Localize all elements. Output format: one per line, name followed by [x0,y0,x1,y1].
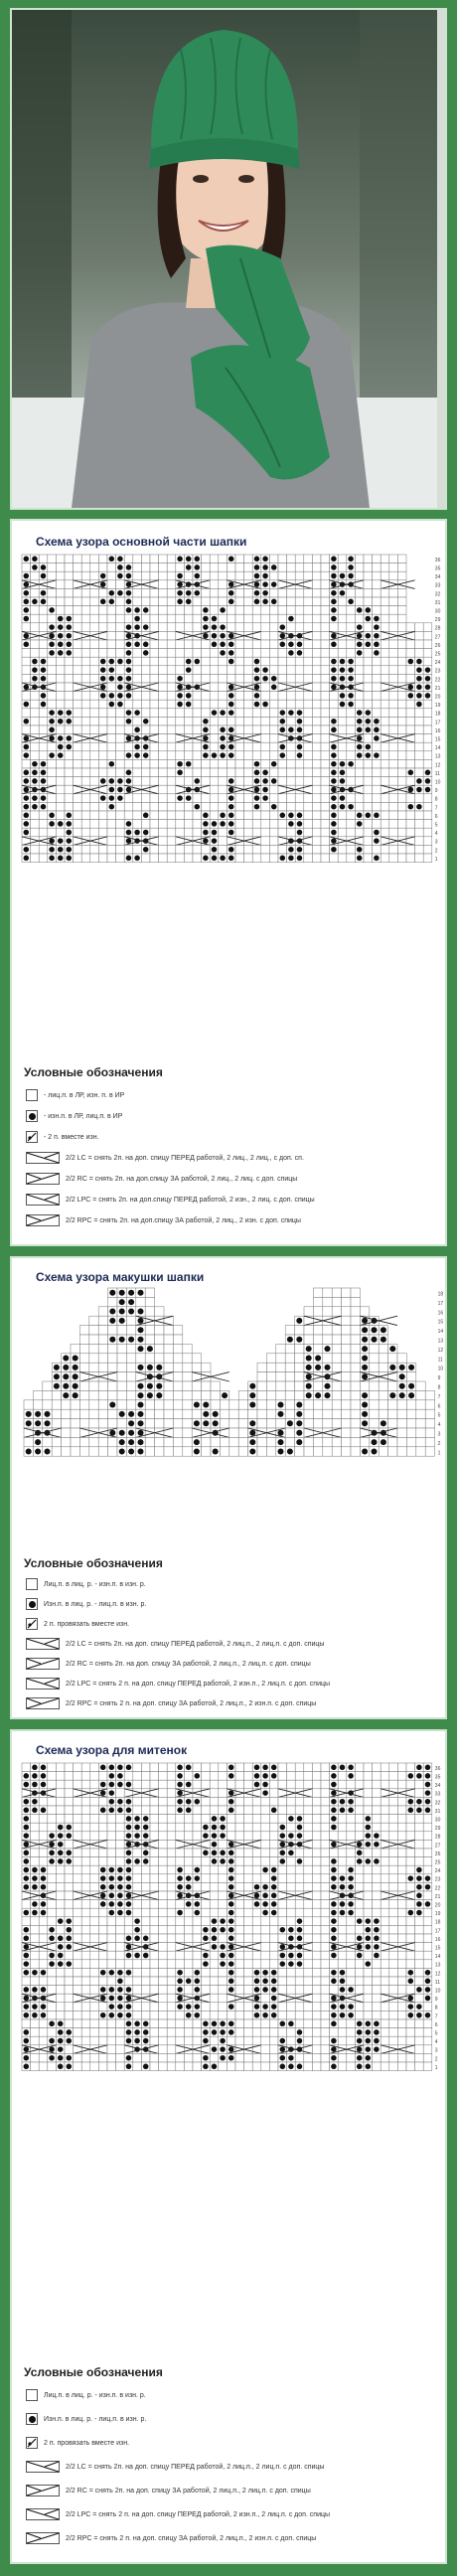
row-number: 13 [437,1338,444,1345]
legend-text: 2/2 RC = снять 2п. на доп. спицу ЗА работой, 2 лиц.п., 2 лиц.п. с доп. спицы [66,2487,311,2495]
row-number: 11 [434,770,441,777]
legend-text: 2/2 LC = снять 2п. на доп. спицу ПЕРЕД работой, 2 лиц.п., 2 лиц.п. с доп. спицы [66,1640,325,1648]
row-number: 29 [434,1826,441,1833]
mittens-chart-panel [10,1729,447,2564]
row-number: 15 [437,1319,444,1326]
row-number: 2 [434,2056,438,2063]
row-number: 8 [434,2005,438,2012]
dot-icon [26,1598,38,1610]
legend-text: - 2 п. вместе изн. [44,1133,99,1141]
row-number: 23 [434,1876,441,1883]
legend-text: Лиц.п. в лиц. р. - изн.п. в изн. р. [44,2391,146,2399]
legend-item [26,1618,129,1630]
dot-icon [26,1110,38,1122]
row-number: 11 [437,1357,443,1364]
row-number: 7 [434,805,438,812]
knitting-chart-mittens [18,1761,445,2347]
row-number: 18 [434,711,441,718]
chart-title: Схема узора макушки шапки [36,1270,205,1284]
row-number: 26 [434,642,441,649]
row-number: 12 [434,1971,441,1978]
row-number: 15 [434,1945,441,1952]
row-number: 2 [434,848,438,855]
row-number: 29 [434,617,441,624]
empty-square-icon [26,1578,38,1590]
legend-text: 2 п. провязать вместе изн. [44,1620,130,1628]
row-number: 5 [434,822,438,829]
row-number: 9 [434,788,438,795]
chart-title: Схема узора для митенок [36,1743,188,1757]
row-number: 11 [434,1979,441,1986]
row-number: 10 [434,1988,441,1995]
row-number: 32 [434,1800,441,1807]
row-number: 14 [437,1329,444,1336]
row-number: 19 [434,703,441,710]
legend-text: 2/2 LC = снять 2п. на доп. спицу ПЕРЕД работой, 2 лиц., 2 лиц., с доп. сп. [66,1154,304,1162]
chart-title: Схема узора основной части шапки [36,535,247,549]
row-number: 3 [434,839,438,846]
row-number: 14 [434,1954,441,1961]
legend-title: Условные обозначения [24,1065,163,1079]
legend-text: 2 п. провязать вместе изн. [44,2439,130,2447]
row-number: 26 [434,1851,441,1857]
legend-item [26,1131,99,1143]
empty-square-icon [26,1089,38,1101]
legend-item [26,2389,146,2401]
legend-item [26,1578,146,1590]
row-number: 21 [434,685,441,692]
row-number: 15 [434,736,441,743]
row-number: 36 [434,1765,441,1772]
cable-2-2-rc-icon [26,1658,60,1670]
legend-item [26,1598,146,1610]
knitting-chart-main [18,553,445,1049]
cable-2-2-lpc-icon [26,2508,60,2520]
legend-text: 2/2 RPC = снять 2п. на доп.спицу ЗА работой, 2 лиц., 2 изн. с доп. спицы [66,1216,301,1224]
main-hat-chart-panel [10,519,447,1246]
legend-text: 2/2 RC = снять 2п. на доп.спицу ЗА работой, 2 лиц., 2 лиц. с доп. спицы [66,1175,298,1183]
legend-text: 2/2 RPC = снять 2 п. на доп. спицу ЗА работой, 2 лиц.п., 2 изн.п. с доп. спицы [66,2534,317,2542]
row-number: 22 [434,677,441,684]
legend-item [26,1152,304,1164]
row-number: 1 [434,2064,438,2071]
row-number: 14 [434,745,441,752]
row-number: 36 [434,557,441,564]
row-number: 28 [434,625,441,632]
legend-text: 2/2 LC = снять 2п. на доп. спицу ПЕРЕД работой, 2 лиц.п., 2 лиц.п. с доп. спицы [66,2463,325,2471]
legend-item [26,1173,297,1185]
legend-item [26,1638,324,1650]
row-number: 7 [437,1393,441,1400]
legend-item [26,2485,311,2496]
k2tog-icon [26,1131,38,1143]
row-number: 10 [434,779,441,786]
row-number: 4 [434,831,438,838]
row-number: 8 [434,796,438,803]
row-number: 19 [434,1911,441,1918]
row-number: 16 [434,727,441,734]
dot-icon [26,2413,38,2425]
row-number: 1 [437,1450,441,1457]
row-number: 5 [437,1412,441,1419]
cable-2-2-rpc-icon [26,1697,60,1709]
legend-item [26,1658,311,1670]
cable-2-2-lc-icon [26,1152,60,1164]
legend-item [26,2437,129,2449]
cable-2-2-rpc-icon [26,2532,60,2544]
row-number: 10 [437,1366,444,1372]
legend-item [26,1194,315,1206]
row-number: 31 [434,599,441,606]
legend-item [26,1089,124,1101]
legend-item [26,2461,324,2473]
row-number: 12 [434,762,441,769]
cable-2-2-lc-icon [26,1638,60,1650]
legend-item [26,1678,330,1690]
row-number: 8 [437,1384,441,1391]
row-number: 28 [434,1834,441,1841]
row-number: 18 [437,1291,444,1298]
row-number: 33 [434,1791,441,1798]
row-number: 35 [434,565,441,572]
woman-in-green-hat-image [12,10,445,508]
row-number: 32 [434,591,441,598]
model-photo [10,8,447,510]
row-number: 4 [434,2039,438,2046]
legend-title: Условные обозначения [24,1556,163,1570]
legend-text: 2/2 RC = снять 2п. на доп. спицу ЗА работой, 2 лиц.п., 2 лиц.п. с доп. спицы [66,1660,311,1668]
legend-text: 2/2 LPC = снять 2п. на доп.спицу ПЕРЕД работой, 2 изн., 2 лиц. с доп. спицы [66,1196,315,1204]
row-number: 13 [434,753,441,760]
row-number: 9 [434,1997,438,2004]
row-number: 3 [437,1431,441,1438]
row-number: 7 [434,2013,438,2020]
row-number: 35 [434,1774,441,1781]
row-number: 3 [434,2047,438,2054]
row-number: 27 [434,634,441,641]
row-number: 20 [434,694,441,701]
row-number: 31 [434,1808,441,1815]
row-number: 25 [434,1859,441,1866]
legend-item [26,2532,316,2544]
k2tog-icon [26,1618,38,1630]
legend-text: - изн.п. в ЛР, лиц.п. в ИР [44,1112,123,1120]
row-number: 13 [434,1962,441,1969]
cable-2-2-rc-icon [26,2485,60,2496]
legend-item [26,1110,122,1122]
cable-2-2-lpc-icon [26,1194,60,1206]
legend-item [26,2413,146,2425]
knitting-chart-crown [20,1286,444,1534]
row-number: 17 [434,1928,441,1935]
row-number: 6 [434,2021,438,2028]
cable-2-2-rpc-icon [26,1214,60,1226]
row-number: 23 [434,668,441,675]
row-number: 24 [434,1868,441,1875]
row-number: 24 [434,660,441,667]
row-number: 2 [437,1440,441,1447]
cable-2-2-lc-icon [26,2461,60,2473]
legend-text: - лиц.п. в ЛР, изн. п. в ИР [44,1091,125,1099]
legend-text: Изн.п. в лиц. р. - лиц.п. в изн. р. [44,1600,147,1608]
row-number: 25 [434,651,441,658]
row-number: 22 [434,1885,441,1892]
legend-text: 2/2 RPC = снять 2 п. на доп. спицу ЗА работой, 2 лиц.п., 2 изн.п. с доп. спицы [66,1699,317,1707]
row-number: 34 [434,1783,441,1790]
row-number: 20 [434,1902,441,1909]
cable-2-2-lpc-icon [26,1678,60,1690]
row-number: 17 [434,720,441,726]
crown-chart-panel [10,1256,447,1719]
row-number: 9 [437,1375,441,1382]
row-number: 17 [437,1300,444,1307]
legend-text: 2/2 LPC = снять 2 п. на доп. спицу ПЕРЕД работой, 2 изн.п., 2 лиц.п. с доп. спицы [66,1680,331,1688]
legend-item [26,2508,330,2520]
row-number: 4 [437,1422,441,1429]
row-number: 6 [434,813,438,820]
row-number: 30 [434,608,441,615]
row-number: 1 [434,856,438,863]
k2tog-icon [26,2437,38,2449]
legend-item [26,1697,316,1709]
legend-text: 2/2 LPC = снять 2 п. на доп. спицу ПЕРЕД работой, 2 изн.п., 2 лиц.п. с доп. спицы [66,2510,331,2518]
row-number: 16 [434,1936,441,1943]
row-number: 33 [434,582,441,589]
row-number: 12 [437,1347,444,1354]
legend-text: Изн.п. в лиц. р. - лиц.п. в изн. р. [44,2415,147,2423]
row-number: 21 [434,1893,441,1900]
legend-text: Лиц.п. в лиц. р. - изн.п. в изн. р. [44,1580,146,1588]
row-number: 18 [434,1919,441,1926]
row-number: 27 [434,1843,441,1850]
row-number: 6 [437,1403,441,1410]
legend-title: Условные обозначения [24,2365,163,2379]
row-number: 5 [434,2030,438,2037]
empty-square-icon [26,2389,38,2401]
legend-item [26,1214,301,1226]
row-number: 30 [434,1817,441,1824]
row-number: 34 [434,574,441,581]
cable-2-2-rc-icon [26,1173,60,1185]
row-number: 16 [437,1310,444,1317]
